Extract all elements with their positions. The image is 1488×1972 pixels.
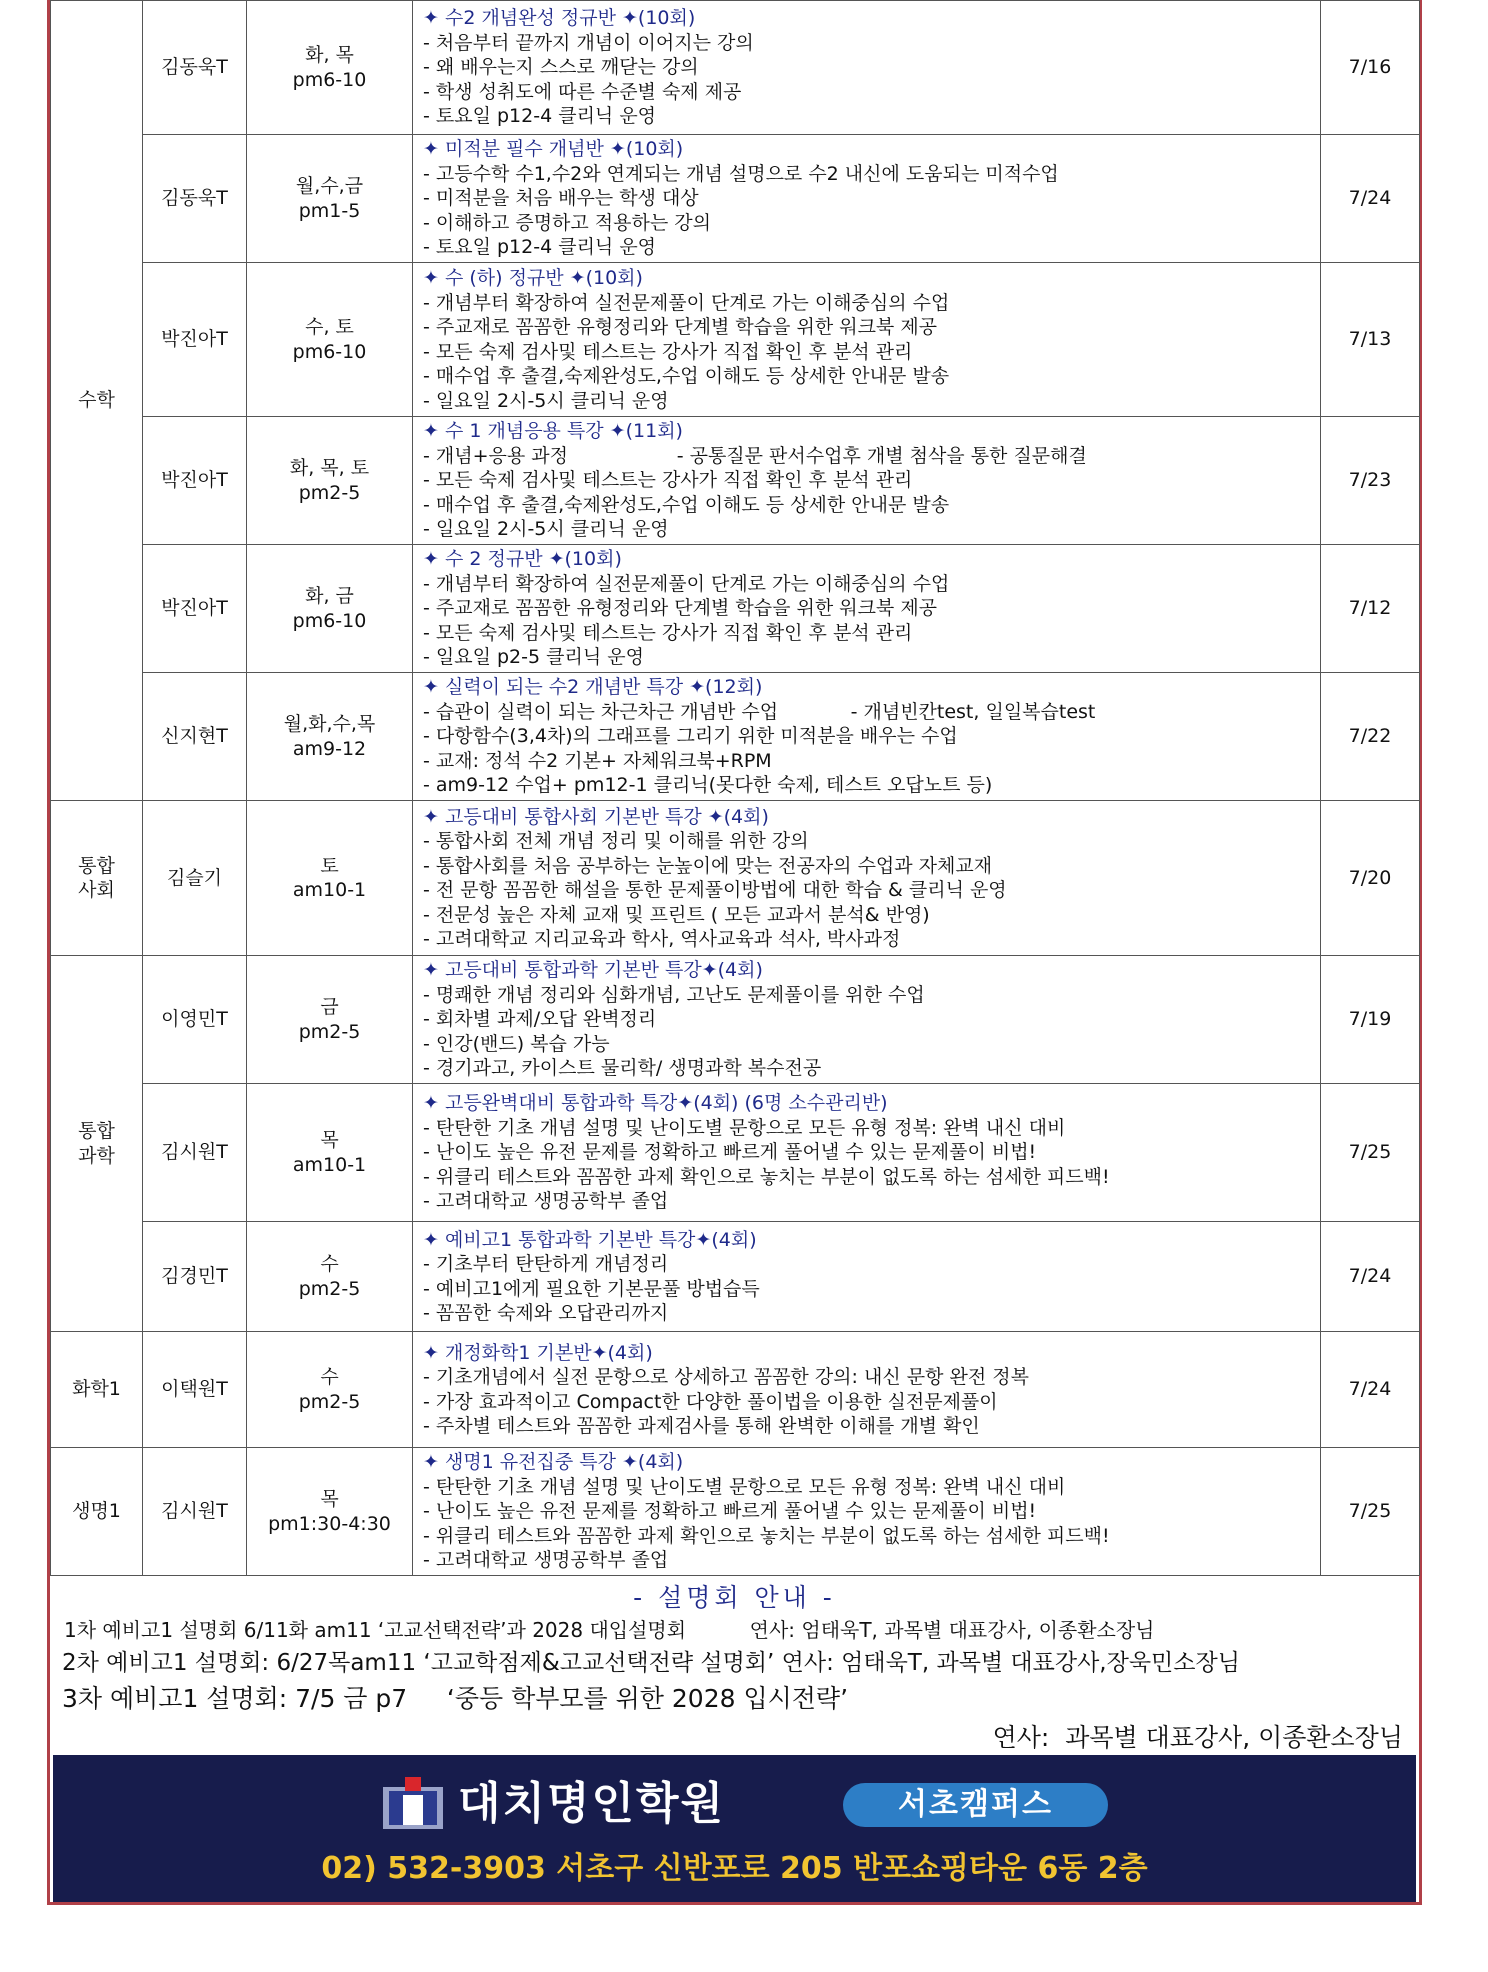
class-days: 수 [320,1253,339,1275]
course-detail-line: - 전 문항 꼼꼼한 해설을 통한 문제풀이방법에 대한 학습 & 클리닉 운영 [423,879,1007,901]
course-detail-line: - 경기과고, 카이스트 물리학/ 생명과학 복수전공 [423,1057,822,1080]
teacher-cell: 박진아T [143,263,247,417]
course-title: ✦ 수 1 개념응용 특강 ✦(11회) [423,420,683,443]
course-detail-line: - 가장 효과적이고 Compact한 다양한 풀이법을 이용한 실전문제풀이 [423,1390,998,1413]
class-days: 화, 목, 토 [289,457,370,479]
course-detail-line: - 처음부터 끝까지 개념이 이어지는 강의 [423,31,754,54]
class-time: pm1:30-4:30 [268,1512,391,1535]
schedule-cell [247,545,413,673]
info-header: - 설명회 안내 - [633,1583,836,1612]
class-time: pm6-10 [292,68,367,91]
class-time: pm2-5 [298,1277,361,1300]
course-detail-line: - 탄탄한 기초 개념 설명 및 난이도별 문항으로 모든 유형 정복: 완벽 내신 대비 [423,1116,1066,1139]
course-row [51,801,1420,956]
course-description [413,545,1321,673]
class-time: pm2-5 [298,1020,361,1043]
subject-cell [51,1332,143,1448]
schedule-cell [247,1,413,135]
course-detail-line: - 다항함수(3,4차)의 그래프를 그리기 위한 미적분을 배우는 수업 [423,725,958,748]
course-title: ✦ 실력이 되는 수2 개념반 특강 ✦(12회) [423,676,763,699]
course-detail-line: - 주교재로 꼼꼼한 유형정리와 단계별 학습을 위한 워크북 제공 [423,316,938,338]
academy-logo-icon [383,1777,443,1829]
subject-label: 통합 [78,854,115,877]
course-detail-line: - 주교재로 꼼꼼한 유형정리와 단계별 학습을 위한 워크북 제공 [423,597,938,620]
start-date-cell: 7/24 [1321,1222,1420,1332]
subject-cell [51,1448,143,1576]
course-detail-line: - 토요일 p12-4 클리닉 운영 [423,105,657,128]
course-row [51,135,1420,263]
course-detail-line: - 습관이 실력이 되는 차근차근 개념반 수업 - 개념빈칸test, 일일복습test [423,700,1096,723]
course-detail-line: - 위클리 테스트와 꼼꼼한 과제 확인으로 놓치는 부분이 없도록 하는 섬세한 피드백! [423,1165,1110,1188]
schedule-cell [247,1084,413,1222]
course-description [413,1332,1321,1448]
teacher-cell: 김경민T [143,1222,247,1332]
course-detail-line: - 모든 숙제 검사및 테스트는 강사가 직접 확인 후 분석 관리 [423,469,913,492]
course-detail-line: - 예비고1에게 필요한 기본문풀 방법습득 [423,1277,760,1300]
course-detail-line: - 명쾌한 개념 정리와 심화개념, 고난도 문제풀이를 위한 수업 [423,983,925,1006]
class-time: pm6-10 [292,340,367,363]
course-description [413,801,1321,956]
class-days: 토 [320,854,339,877]
schedule-table [50,0,1420,1576]
info-line-3: 3차 예비고1 설명회: 7/5 금 p7 ‘중등 학부모를 위한 2028 입시전략’ [62,1684,849,1713]
course-description [413,417,1321,545]
class-time: pm2-5 [298,1390,361,1413]
class-time: am10-1 [292,1153,367,1176]
campus-badge: 서초캠퍼스 [843,1783,1108,1827]
schedule-cell [247,417,413,545]
course-row [51,956,1420,1084]
course-row [51,1,1420,135]
start-date-cell: 7/20 [1321,801,1420,956]
course-detail-line: - 전문성 높은 자체 교재 및 프린트 ( 모든 교과서 분석& 반영) [423,903,930,926]
course-description [413,1,1321,135]
course-detail-line: - 토요일 p12-4 클리닉 운영 [423,236,657,259]
course-detail-line: - 이해하고 증명하고 적용하는 강의 [423,211,711,234]
course-title: ✦ 개정화학1 기본반✦(4회) [423,1341,653,1364]
class-days: 수, 토 [305,316,354,338]
teacher-cell: 김동욱T [143,1,247,135]
class-days: 목 [320,1488,339,1510]
subject-label: 화학1 [72,1378,121,1401]
course-description [413,1448,1321,1576]
course-detail-line: - 개념부터 확장하여 실전문제풀이 단계로 가는 이해중심의 수업 [423,572,950,595]
course-detail-line: - am9-12 수업+ pm12-1 클리닉(못다한 숙제, 테스트 오답노트 등) [423,774,993,797]
course-description [413,1222,1321,1332]
class-time: pm6-10 [292,609,367,632]
start-date-cell: 7/16 [1321,1,1420,135]
course-row [51,1222,1420,1332]
class-days: 월,화,수,목 [283,713,376,735]
course-row [51,545,1420,673]
course-detail-line: - 꼼꼼한 숙제와 오답관리까지 [423,1302,669,1324]
subject-label: 사회 [78,879,115,901]
course-detail-line: - 기초개념에서 실전 문항으로 상세하고 꼼꼼한 강의: 내신 문항 완전 정복 [423,1366,1029,1388]
course-description [413,263,1321,417]
teacher-cell: 김시원T [143,1084,247,1222]
teacher-cell: 신지현T [143,673,247,801]
start-date-cell: 7/12 [1321,545,1420,673]
course-title: ✦ 수 2 정규반 ✦(10회) [423,548,622,571]
course-detail-line: - 회차별 과제/오답 완벽정리 [423,1008,657,1031]
schedule-cell [247,673,413,801]
schedule-cell [247,135,413,263]
course-detail-line: - 학생 성취도에 따른 수준별 숙제 제공 [423,80,742,103]
course-detail-line: - 일요일 p2-5 클리닉 운영 [423,646,644,669]
start-date-cell: 7/22 [1321,673,1420,801]
course-row [51,1448,1420,1576]
academy-name: 대치명인학원 [458,1778,726,1829]
class-days: 화, 금 [305,585,354,607]
course-detail-line: - 매수업 후 출결,숙제완성도,수업 이해도 등 상세한 안내문 발송 [423,493,950,516]
class-time: am9-12 [292,737,367,760]
course-title: ✦ 고등완벽대비 통합과학 특강✦(4회) (6명 소수관리반) [423,1092,888,1115]
course-description [413,135,1321,263]
course-title: ✦ 생명1 유전집중 특강 ✦(4회) [423,1451,684,1474]
course-detail-line: - 미적분을 처음 배우는 학생 대상 [423,187,699,210]
schedule-cell [247,263,413,417]
course-detail-line: - 기초부터 탄탄하게 개념정리 [423,1253,669,1275]
course-detail-line: - 주차별 테스트와 꼼꼼한 과제검사를 통해 완벽한 이해를 개별 확인 [423,1415,980,1437]
class-time: am10-1 [292,879,367,901]
course-description [413,673,1321,801]
subject-cell [51,1,143,801]
contact-info: 02) 532-3903 서초구 신반포로 205 반포쇼핑타운 6동 2층 [321,1851,1148,1886]
start-date-cell: 7/19 [1321,956,1420,1084]
course-detail-line: - 일요일 2시-5시 클리닉 운영 [423,518,669,541]
course-detail-line: - 고려대학교 생명공학부 졸업 [423,1549,669,1572]
course-title: ✦ 수 (하) 정규반 ✦(10회) [423,267,643,289]
course-detail-line: - 통합사회를 처음 공부하는 눈높이에 맞는 전공자의 수업과 자체교재 [423,854,993,877]
course-detail-line: - 고려대학교 지리교육과 학사, 역사교육과 석사, 박사과정 [423,928,901,950]
subject-label: 생명1 [72,1500,121,1523]
teacher-cell: 김동욱T [143,135,247,263]
class-time: pm1-5 [298,199,361,222]
start-date-cell: 7/23 [1321,417,1420,545]
course-detail-line: - 왜 배우는지 스스로 깨닫는 강의 [423,56,699,79]
class-days: 월,수,금 [295,175,364,197]
teacher-cell: 김슬기 [143,801,247,956]
course-row [51,263,1420,417]
course-title: ✦ 고등대비 통합과학 기본반 특강✦(4회) [423,959,763,982]
class-days: 금 [320,996,339,1018]
academy-banner [53,1755,1416,1902]
course-detail-line: - 인강(밴드) 복습 가능 [423,1032,610,1055]
course-detail-line: - 개념+응용 과정 - 공통질문 판서수업후 개별 첨삭을 통한 질문해결 [423,444,1087,467]
course-row [51,417,1420,545]
course-title: ✦ 예비고1 통합과학 기본반 특강✦(4회) [423,1228,757,1251]
teacher-cell: 이영민T [143,956,247,1084]
course-detail-line: - 일요일 2시-5시 클리닉 운영 [423,389,669,412]
course-title: ✦ 수2 개념완성 정규반 ✦(10회) [423,7,696,30]
schedule-cell [247,1222,413,1332]
course-row [51,1332,1420,1448]
start-date-cell: 7/13 [1321,263,1420,417]
class-days: 목 [320,1129,339,1151]
subject-label: 통합 [78,1120,115,1142]
schedule-cell [247,1332,413,1448]
course-title: ✦ 고등대비 통합사회 기본반 특강 ✦(4회) [423,805,769,828]
course-detail-line: - 모든 숙제 검사및 테스트는 강사가 직접 확인 후 분석 관리 [423,621,913,644]
course-detail-line: - 통합사회 전체 개념 정리 및 이해를 위한 강의 [423,830,809,852]
subject-label: 과학 [78,1144,115,1167]
class-time: pm2-5 [298,481,361,504]
start-date-cell: 7/24 [1321,135,1420,263]
subject-label: 수학 [78,389,115,412]
course-detail-line: - 개념부터 확장하여 실전문제풀이 단계로 가는 이해중심의 수업 [423,291,950,314]
subject-cell [51,801,143,956]
schedule-cell [247,801,413,956]
class-days: 수 [320,1366,339,1388]
course-description [413,956,1321,1084]
course-detail-line: - 교재: 정석 수2 기본+ 자체워크북+RPM [423,749,772,772]
course-detail-line: - 위클리 테스트와 꼼꼼한 과제 확인으로 놓치는 부분이 없도록 하는 섬세한 피드백! [423,1524,1110,1547]
course-row [51,673,1420,801]
start-date-cell: 7/24 [1321,1332,1420,1448]
teacher-cell: 김시원T [143,1448,247,1576]
start-date-cell: 7/25 [1321,1084,1420,1222]
course-detail-line: - 난이도 높은 유전 문제를 정확하고 빠르게 풀어낼 수 있는 문제풀이 비법! [423,1141,1037,1164]
course-detail-line: - 모든 숙제 검사및 테스트는 강사가 직접 확인 후 분석 관리 [423,340,913,363]
info-line-4: 연사: 과목별 대표강사, 이종환소장님 [992,1723,1403,1752]
teacher-cell: 박진아T [143,545,247,673]
course-detail-line: - 고등수학 수1,수2와 연계되는 개념 설명으로 수2 내신에 도움되는 미적수업 [423,162,1059,185]
course-detail-line: - 매수업 후 출결,숙제완성도,수업 이해도 등 상세한 안내문 발송 [423,365,950,387]
start-date-cell: 7/25 [1321,1448,1420,1576]
class-days: 화, 목 [305,44,354,66]
course-description [413,1084,1321,1222]
info-session-section [50,1578,1419,1753]
teacher-cell: 이택원T [143,1332,247,1448]
info-line-2: 2차 예비고1 설명회: 6/27목am11 ‘고교학점제&고교선택전략 설명회’ 연사: 엄태욱T, 과목별 대표강사,장욱민소장님 [62,1650,1240,1676]
info-line-1: 1차 예비고1 설명회 6/11화 am11 ‘고교선택전략’과 2028 대입설명회 연사: 엄태욱T, 과목별 대표강사, 이종환소장님 [64,1618,1155,1642]
subject-cell [51,956,143,1332]
schedule-cell [247,956,413,1084]
course-detail-line: - 고려대학교 생명공학부 졸업 [423,1190,669,1213]
course-detail-line: - 탄탄한 기초 개념 설명 및 난이도별 문항으로 모든 유형 정복: 완벽 내신 대비 [423,1475,1066,1498]
schedule-cell [247,1448,413,1576]
teacher-cell: 박진아T [143,417,247,545]
course-row [51,1084,1420,1222]
course-title: ✦ 미적분 필수 개념반 ✦(10회) [423,138,684,161]
course-detail-line: - 난이도 높은 유전 문제를 정확하고 빠르게 풀어낼 수 있는 문제풀이 비법! [423,1500,1037,1523]
